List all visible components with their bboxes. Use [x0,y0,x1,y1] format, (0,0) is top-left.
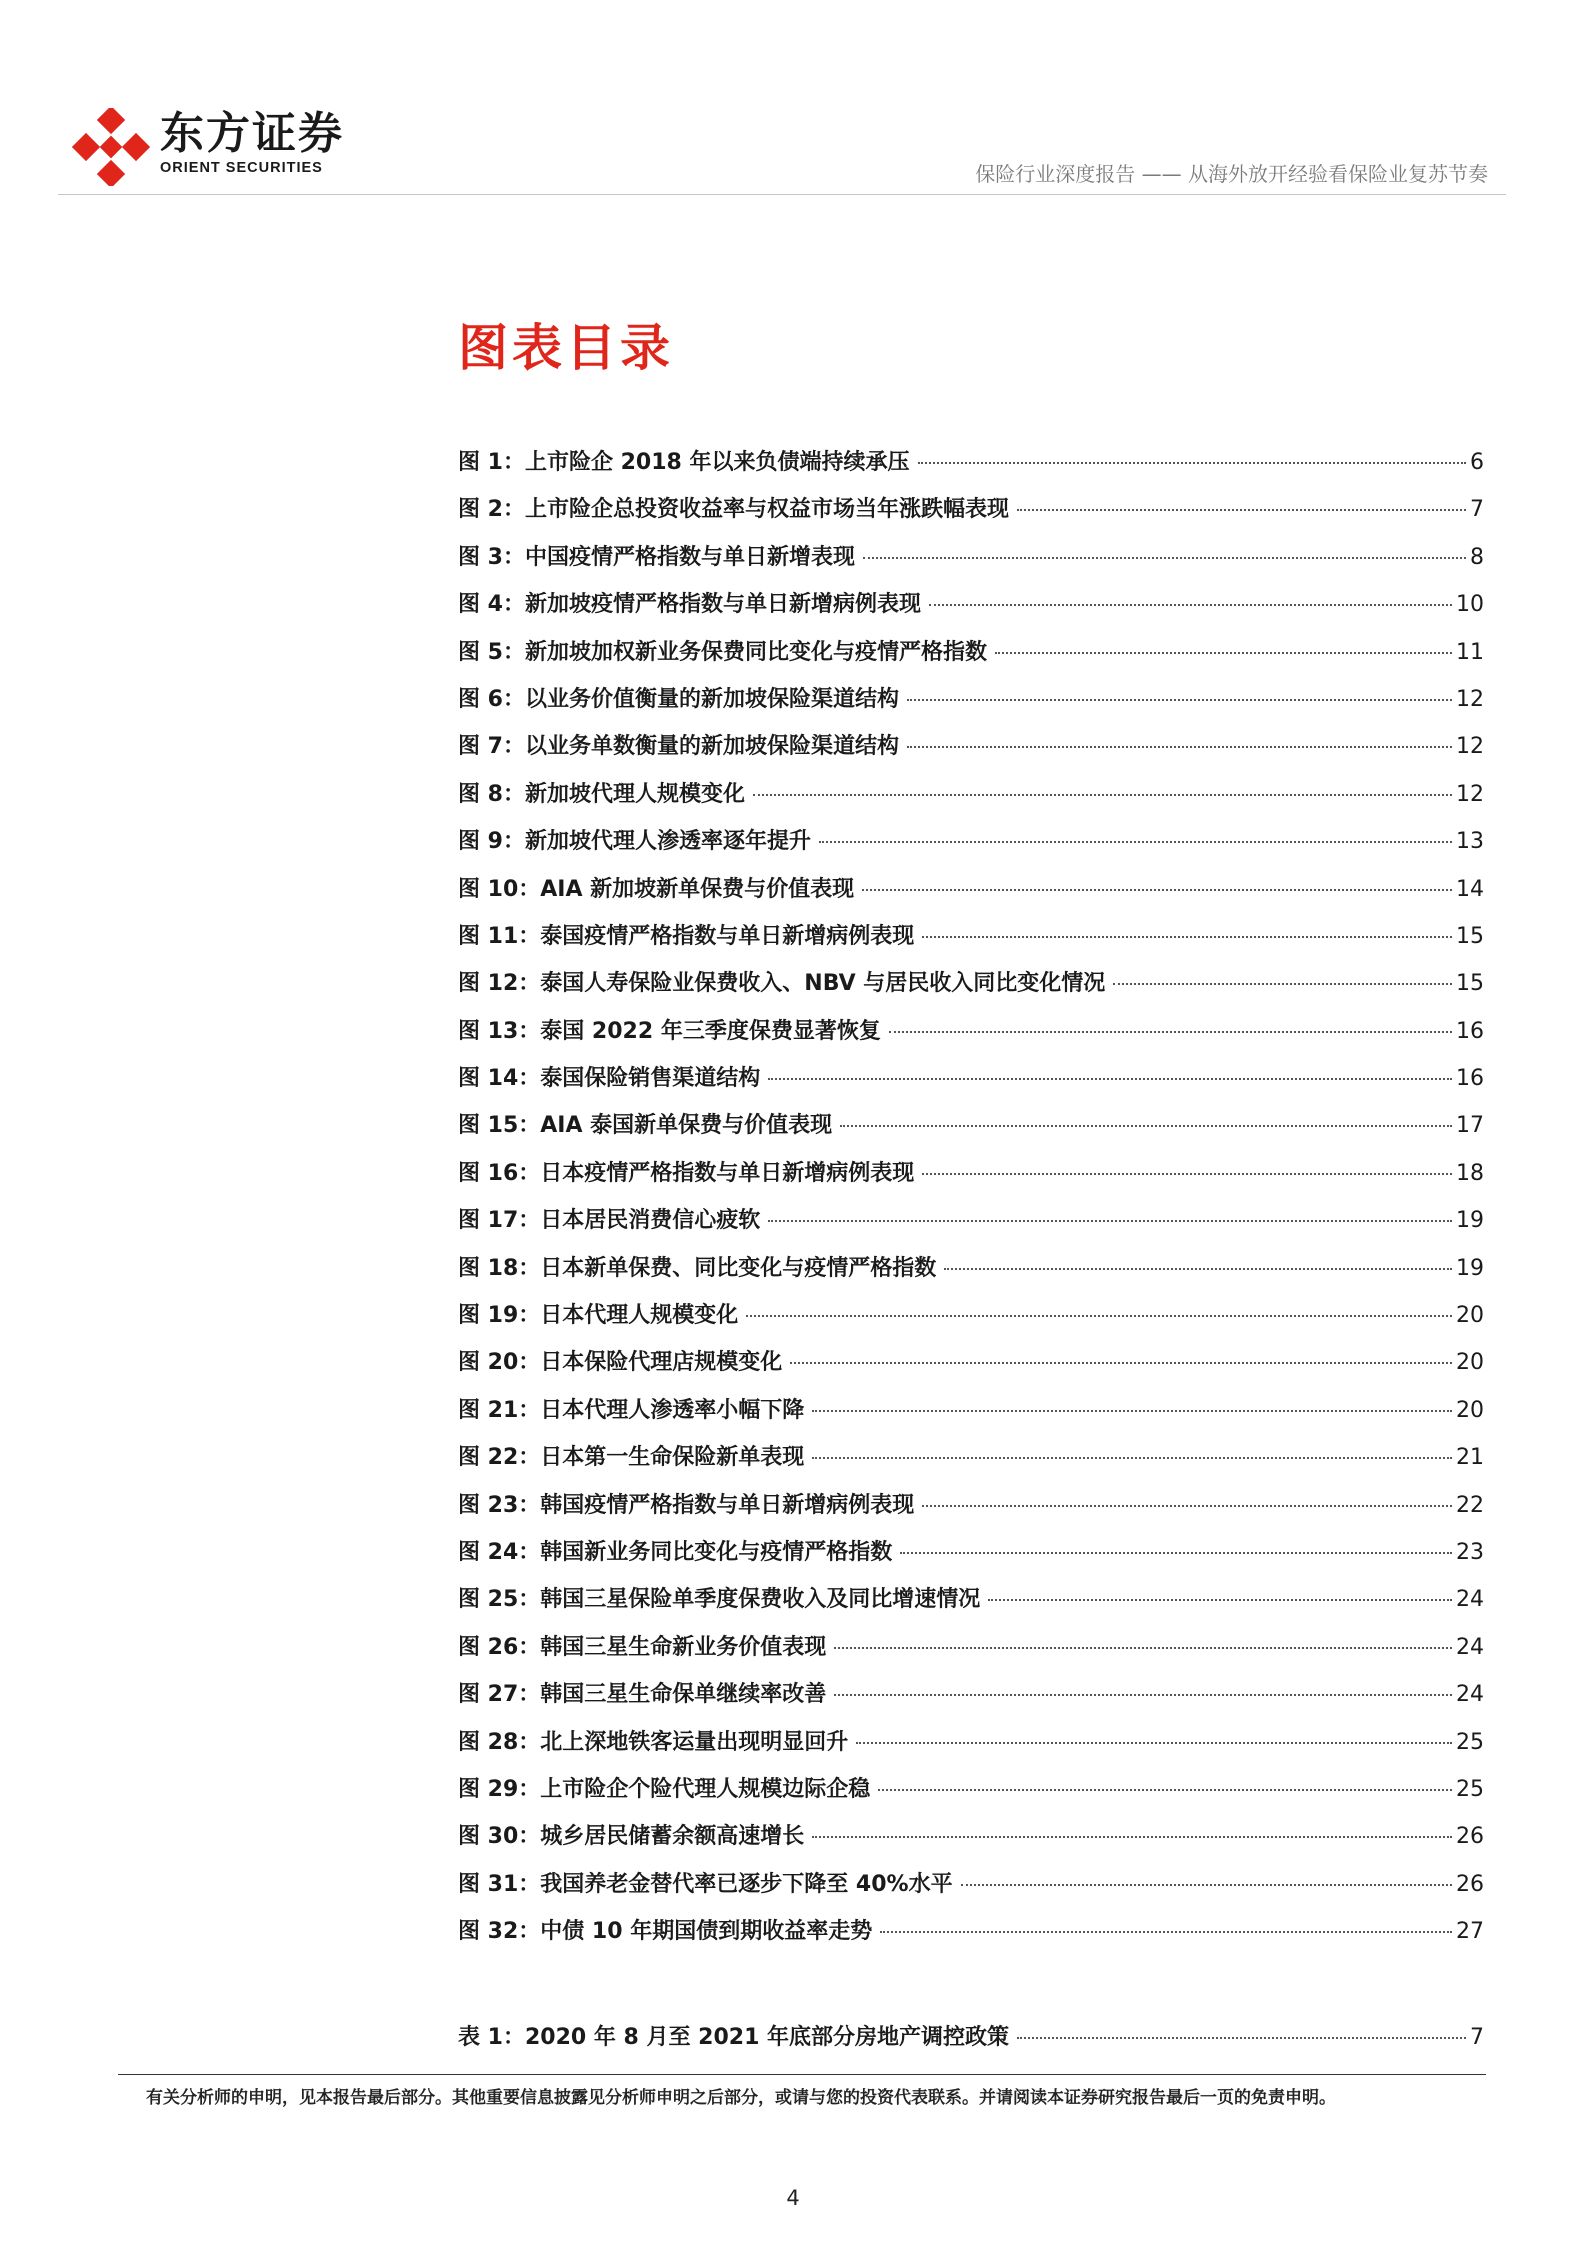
figure-toc-list [458,448,1484,1965]
toc-entry-page: 18 [1456,1160,1484,1186]
toc-entry-label: 图 19：日本代理人规模变化 [458,1303,739,1329]
toc-entry-page: 20 [1456,1350,1484,1376]
toc-entry[interactable] [458,638,1484,685]
toc-entry-page: 6 [1470,450,1484,475]
toc-entry-page: 22 [1456,1492,1484,1518]
toc-entry[interactable] [458,1585,1484,1632]
toc-dot-leader [995,652,1452,654]
toc-dot-leader [907,699,1452,701]
toc-entry-label: 图 18：日本新单保费、同比变化与疫情严格指数 [458,1255,937,1281]
toc-entry[interactable] [458,1301,1484,1348]
toc-entry-label: 图 17：日本居民消费信心疲软 [458,1208,761,1234]
toc-entry-label: 图 26：韩国三星生命新业务价值表现 [458,1634,827,1660]
toc-entry[interactable] [458,590,1484,637]
toc-entry-label: 图 14：泰国保险销售渠道结构 [458,1066,761,1092]
toc-entry[interactable] [458,1017,1484,1064]
toc-entry[interactable] [458,1633,1484,1680]
toc-entry-label: 图 28：北上深地铁客运量出现明显回升 [458,1729,849,1755]
toc-entry-label: 图 27：韩国三星生命保单继续率改善 [458,1682,827,1708]
toc-dot-leader [746,1315,1452,1317]
logo-text-en: ORIENT SECURITIES [160,160,323,176]
toc-dot-leader [889,1031,1452,1033]
toc-entry[interactable] [458,1491,1484,1538]
toc-entry-label: 图 24：韩国新业务同比变化与疫情严格指数 [458,1539,893,1565]
toc-entry-page: 8 [1470,544,1484,570]
toc-entry[interactable] [458,543,1484,590]
toc-entry-page: 19 [1456,1255,1484,1281]
toc-entry-label: 图 29：上市险企个险代理人规模边际企稳 [458,1776,871,1802]
toc-dot-leader [922,1505,1452,1507]
toc-entry-page: 26 [1456,1824,1484,1850]
toc-entry-page: 24 [1456,1634,1484,1660]
toc-entry[interactable] [458,1443,1484,1490]
toc-entry[interactable] [458,969,1484,1016]
header-divider [58,194,1506,195]
toc-dot-leader [840,1125,1452,1127]
toc-entry-page: 24 [1456,1682,1484,1708]
toc-dot-leader [1113,983,1452,985]
toc-dot-leader [862,889,1452,891]
toc-dot-leader [790,1362,1452,1364]
orient-securities-logo-icon [72,108,150,186]
toc-dot-leader [878,1789,1452,1791]
footer-disclaimer: 有关分析师的申明，见本报告最后部分。其他重要信息披露见分析师申明之后部分，或请与您的投资代表联系。并请阅读本证券研究报告最后一页的免责申明。 [146,2088,1336,2108]
toc-dot-leader [768,1078,1452,1080]
toc-dot-leader [812,1457,1452,1459]
report-title: 保险行业深度报告 —— 从海外放开经验看保险业复苏节奏 [975,162,1488,186]
toc-entry[interactable] [458,1870,1484,1917]
toc-entry[interactable] [458,495,1484,542]
toc-entry-label: 图 7：以业务单数衡量的新加坡保险渠道结构 [458,734,899,760]
toc-dot-leader [922,1173,1452,1175]
toc-entry-page: 16 [1456,1018,1484,1044]
toc-dot-leader [988,1599,1452,1601]
toc-entry[interactable] [458,685,1484,732]
toc-entry-label: 图 15：AIA 泰国新单保费与价值表现 [458,1113,833,1139]
toc-entry[interactable] [458,1538,1484,1585]
toc-entry-label: 图 11：泰国疫情严格指数与单日新增病例表现 [458,923,915,949]
logo-text-cn: 东方证券 [160,108,344,159]
toc-entry-label: 图 13：泰国 2022 年三季度保费显著恢复 [458,1018,881,1044]
footer-divider [118,2074,1486,2075]
toc-entry[interactable] [458,827,1484,874]
toc-entry-page: 12 [1456,734,1484,760]
toc-dot-leader [907,746,1452,748]
toc-entry[interactable] [458,1396,1484,1443]
toc-dot-leader [880,1931,1452,1933]
toc-entry-page: 24 [1456,1587,1484,1613]
toc-entry-page: 16 [1456,1066,1484,1092]
toc-entry[interactable] [458,1348,1484,1395]
toc-entry[interactable] [458,780,1484,827]
toc-entry-page: 26 [1456,1871,1484,1897]
toc-entry[interactable] [458,1111,1484,1158]
toc-entry-page: 19 [1456,1208,1484,1234]
toc-dot-leader [1017,509,1466,511]
toc-entry-page: 21 [1456,1445,1484,1471]
toc-entry-page: 13 [1456,829,1484,855]
toc-entry-page: 11 [1456,639,1484,665]
toc-entry-page: 27 [1456,1919,1484,1945]
toc-entry[interactable] [458,1254,1484,1301]
toc-entry-label: 图 4：新加坡疫情严格指数与单日新增病例表现 [458,592,921,618]
page-header [0,0,1586,200]
toc-entry-page: 10 [1456,592,1484,618]
toc-dot-leader [1017,2037,1466,2039]
toc-entry-page: 20 [1456,1397,1484,1423]
toc-entry-page: 15 [1456,971,1484,997]
toc-entry[interactable] [458,732,1484,779]
toc-dot-leader [834,1694,1452,1696]
toc-entry[interactable] [458,1064,1484,1111]
toc-dot-leader [863,557,1466,559]
toc-entry-label: 图 25：韩国三星保险单季度保费收入及同比增速情况 [458,1587,981,1613]
toc-entry-page: 7 [1470,497,1484,523]
toc-entry-page: 12 [1456,781,1484,807]
toc-entry-label: 图 1：上市险企 2018 年以来负债端持续承压 [458,450,910,475]
toc-entry-page: 15 [1456,923,1484,949]
toc-entry[interactable] [458,448,1484,495]
toc-entry-page: 12 [1456,686,1484,712]
toc-entry[interactable] [458,1917,1484,1964]
toc-entry-page: 20 [1456,1303,1484,1329]
toc-dot-leader [856,1742,1452,1744]
toc-entry-label: 图 2：上市险企总投资收益率与权益市场当年涨跌幅表现 [458,497,1009,523]
toc-dot-leader [812,1410,1452,1412]
toc-entry-label: 图 10：AIA 新加坡新单保费与价值表现 [458,876,855,902]
toc-entry[interactable] [458,1159,1484,1206]
toc-entry[interactable] [458,1680,1484,1727]
toc-dot-leader [768,1220,1452,1222]
toc-entry[interactable] [458,2023,1484,2070]
toc-entry-page: 14 [1456,876,1484,902]
toc-entry[interactable] [458,1728,1484,1775]
page-number: 4 [786,2186,800,2210]
toc-entry-label: 图 6：以业务价值衡量的新加坡保险渠道结构 [458,686,899,712]
toc-entry[interactable] [458,922,1484,969]
toc-entry-label: 图 9：新加坡代理人渗透率逐年提升 [458,829,811,855]
toc-entry-label: 图 21：日本代理人渗透率小幅下降 [458,1397,805,1423]
page-title: 图表目录 [458,319,674,377]
toc-dot-leader [918,462,1466,464]
toc-dot-leader [834,1647,1452,1649]
toc-dot-leader [819,841,1452,843]
toc-dot-leader [753,794,1452,796]
toc-entry-page: 23 [1456,1539,1484,1565]
toc-entry-label: 图 16：日本疫情严格指数与单日新增病例表现 [458,1160,915,1186]
toc-entry-label: 图 3：中国疫情严格指数与单日新增表现 [458,544,855,570]
toc-dot-leader [812,1836,1452,1838]
toc-entry-label: 图 32：中债 10 年期国债到期收益率走势 [458,1919,873,1945]
toc-entry[interactable] [458,1206,1484,1253]
toc-dot-leader [900,1552,1452,1554]
toc-dot-leader [944,1268,1452,1270]
toc-entry-label: 图 20：日本保险代理店规模变化 [458,1350,783,1376]
toc-dot-leader [929,604,1452,606]
toc-entry-label: 图 31：我国养老金替代率已逐步下降至 40%水平 [458,1871,953,1897]
toc-entry-page: 25 [1456,1776,1484,1802]
toc-entry-label: 图 22：日本第一生命保险新单表现 [458,1445,805,1471]
toc-dot-leader [922,936,1452,938]
toc-entry-label: 图 5：新加坡加权新业务保费同比变化与疫情严格指数 [458,639,987,665]
toc-dot-leader [961,1884,1452,1886]
toc-entry-page: 7 [1470,2025,1484,2050]
toc-entry-label: 图 30：城乡居民储蓄余额高速增长 [458,1824,805,1850]
toc-entry[interactable] [458,1775,1484,1822]
toc-entry-page: 17 [1456,1113,1484,1139]
toc-entry[interactable] [458,875,1484,922]
table-toc-list [458,2023,1484,2070]
toc-entry-label: 图 12：泰国人寿保险业保费收入、NBV 与居民收入同比变化情况 [458,971,1106,997]
toc-entry[interactable] [458,1822,1484,1869]
toc-entry-label: 图 8：新加坡代理人规模变化 [458,781,745,807]
toc-entry-page: 25 [1456,1729,1484,1755]
toc-entry-label: 表 1：2020 年 8 月至 2021 年底部分房地产调控政策 [458,2025,1010,2050]
toc-entry-label: 图 23：韩国疫情严格指数与单日新增病例表现 [458,1492,915,1518]
